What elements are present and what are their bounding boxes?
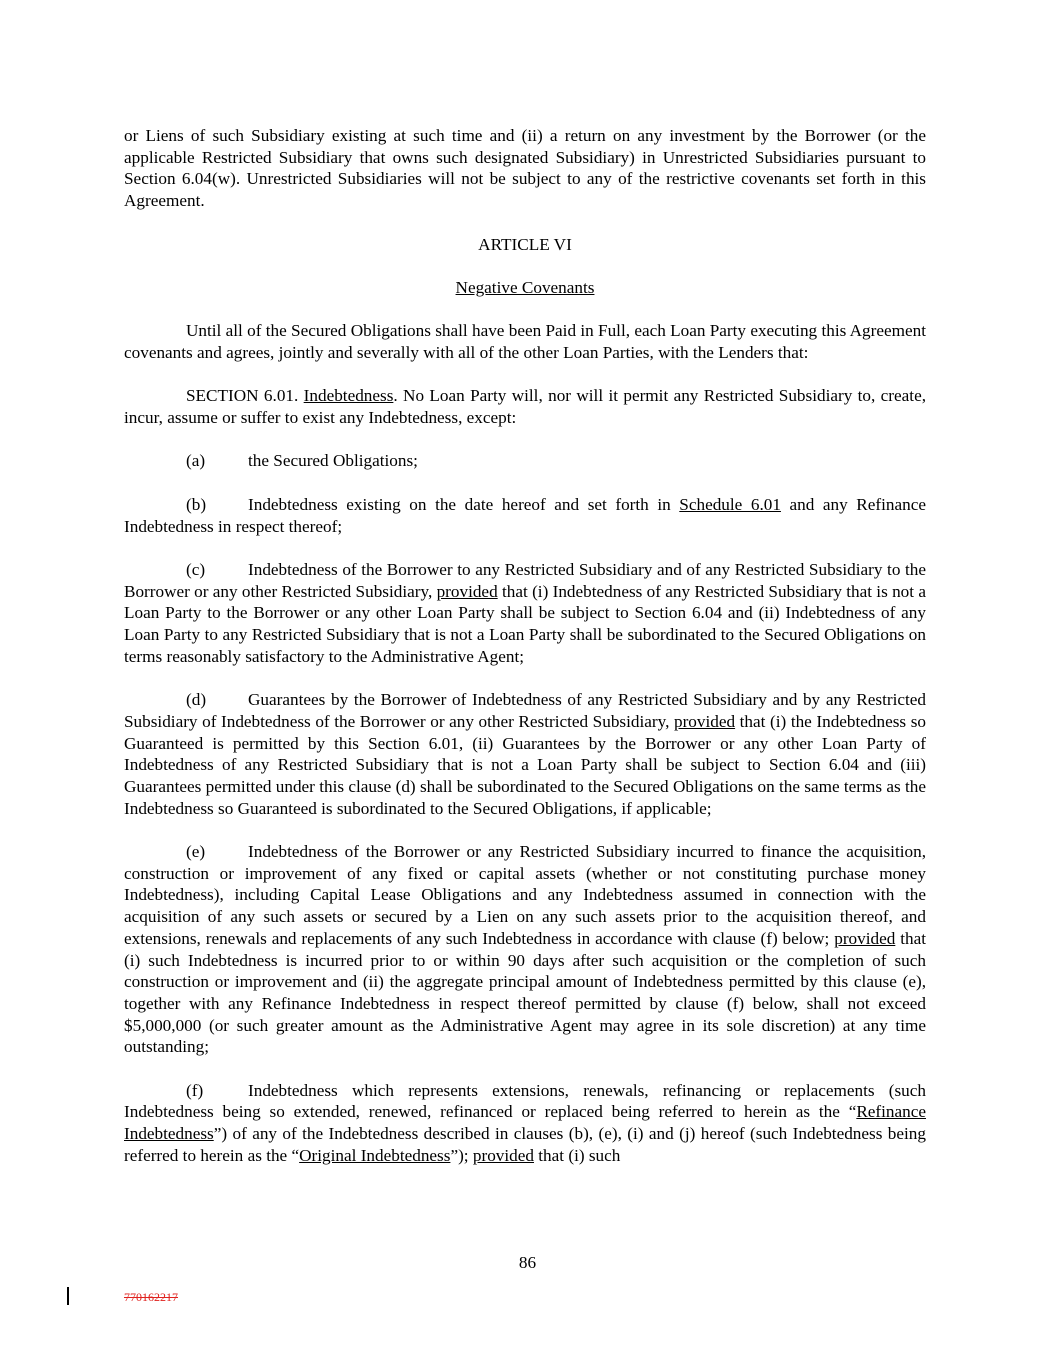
clause-label: (b)	[186, 494, 207, 514]
text-run: that (i) the Indebtedness so Guaranteed is permitted by this Section 6.01, (ii) Guarantees by the Borrower or any other Loan Party of Indebtedness of any Restricted Subsidiary that is not a Loan Party shall be subject to Section 6.04 and (iii) Guarantees permitted under this clause (d) shall be subordinated to the Secured Obligations on the same terms as the Indebtedness so Guaranteed is subordinated to the Secured Obligations, if applicable;	[124, 711, 926, 818]
paragraph	[124, 559, 926, 668]
paragraph	[124, 320, 926, 363]
page-number: 86	[518, 1253, 537, 1272]
heading	[124, 277, 926, 299]
clause-label: (c)	[186, 559, 206, 579]
text-run: that (i) such	[533, 1145, 621, 1165]
clause-label: (a)	[186, 451, 206, 471]
clause-label: (f)	[186, 1080, 204, 1100]
paragraph	[124, 841, 926, 1058]
underlined-term: provided	[436, 581, 498, 601]
text-run: Indebtedness existing on the date hereof and set forth in	[248, 494, 680, 514]
text-run: Guarantees by the Borrower of Indebtedness of any Restricted Subsidiary and by any Restricted Subsidiary of Indebtedness of the Borrower or any other Restricted Subsidiary,	[124, 690, 926, 731]
paragraph	[124, 450, 926, 472]
change-bar	[67, 1287, 69, 1305]
underlined-term: provided	[673, 711, 736, 731]
text-run: Until all of the Secured Obligations shall have been Paid in Full, each Loan Party executing this Agreement covenants and agrees, jointly and severally with all of the other Loan Parties, with the Lenders that:	[124, 321, 926, 362]
document-body	[124, 125, 926, 1188]
text-run: Indebtedness of the Borrower or any Restricted Subsidiary incurred to finance the acquisition, construction or improvement of any fixed or capital assets (whether or not constituting purchase money Indebtedness), including Capital Lease Obligations and any Indebtedness assumed in connection with the acquisition of any such assets or secured by a Lien on any such assets prior to the acquisition thereof, and extensions, renewals and replacements of any such Indebtedness in accordance with clause (f) below;	[124, 842, 926, 948]
text-run: ARTICLE VI	[478, 234, 572, 254]
underlined-term: provided	[834, 928, 896, 948]
underlined-term: Original Indebtedness	[299, 1145, 451, 1165]
text-run: that (i) Indebtedness of any Restricted Subsidiary that is not a Loan Party to the Borrower or any other Loan Party shall be subject to Section 6.04 and (ii) Indebtedness of any Loan Party to any Restricted Subsidiary that is not a Loan Party shall be subordinated to the Secured Obligations on terms reasonably satisfactory to the Administrative Agent;	[124, 581, 926, 666]
paragraph	[124, 494, 926, 537]
underlined-term: Refinance Indebtedness	[124, 1102, 926, 1144]
text-run: that (i) such Indebtedness is incurred prior to or within 90 days after such acquisition or the completion of such construction or improvement and (ii) the aggregate principal amount of Indebtedness permitted by this clause (e), together with any Refinance Indebtedness in respect thereof permitted by clause (f) below, shall not exceed $5,000,000 (or such greater amount as the Administrative Agent may agree in its sole discretion) at any time outstanding;	[124, 928, 926, 1057]
underlined-term: Schedule 6.01	[679, 494, 781, 514]
text-run: ”);	[450, 1145, 473, 1165]
heading	[124, 234, 926, 256]
text-run: the Secured Obligations;	[248, 451, 418, 471]
underlined-term: Negative Covenants	[455, 277, 595, 297]
document-id: 770162217	[124, 1290, 178, 1304]
text-run: and any Refinance Indebtedness in respect thereof;	[124, 494, 926, 536]
underlined-term: provided	[472, 1145, 534, 1165]
underlined-term: Indebtedness	[303, 386, 394, 406]
paragraph	[124, 1080, 926, 1167]
clause-label: (d)	[186, 690, 207, 710]
text-run: ”) of any of the Indebtedness described in clauses (b), (e), (i) and (j) hereof (such Indebtedness being referred to herein as the “	[124, 1124, 926, 1165]
text-run: or Liens of such Subsidiary existing at such time and (ii) a return on any investment by the Borrower (or the applicable Restricted Subsidiary that owns such designated Subsidiary) in Unrestricted Subsidiaries pursuant to Section 6.04(w). Unrestricted Subsidiaries will not be subject to any of the restrictive covenants set forth in this Agreement.	[124, 126, 926, 211]
clause-label: (e)	[186, 842, 206, 862]
paragraph	[124, 125, 926, 212]
paragraph	[124, 689, 926, 819]
paragraph	[124, 385, 926, 428]
text-run: Indebtedness of the Borrower to any Restricted Subsidiary and of any Restricted Subsidiary to the Borrower or any other Restricted Subsidiary,	[124, 559, 926, 601]
text-run: SECTION 6.01.	[186, 386, 304, 406]
text-run: Indebtedness which represents extensions, renewals, refinancing or replacements (such Indebtedness being so extended, renewed, refinanced or replaced being referred to herein as the “	[124, 1080, 926, 1122]
text-run: . No Loan Party will, nor will it permit any Restricted Subsidiary to, create, incur, assume or suffer to exist any Indebtedness, except:	[124, 386, 926, 428]
